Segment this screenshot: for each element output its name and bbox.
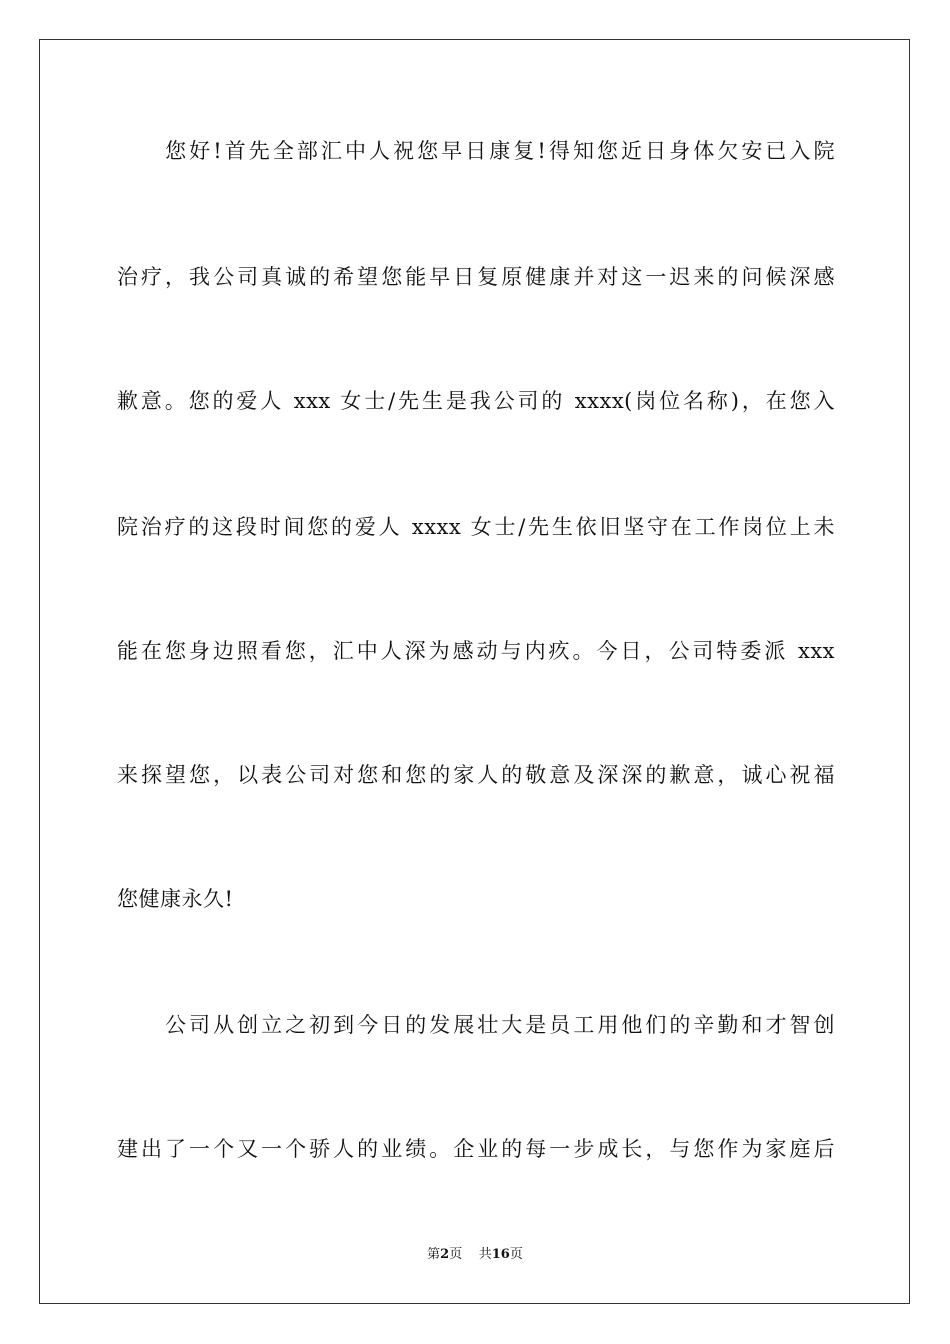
text-line-5: 能在您身边照看您，汇中人深为感动与内疚。今日，公司特委派 xxx [117, 639, 835, 663]
text-line-8: 公司从创立之初到今日的发展壮大是员工用他们的辛勤和才智创 [117, 1013, 835, 1037]
footer-total-suffix: 页 [509, 1247, 523, 1262]
text-line-9: 建出了一个又一个骄人的业绩。企业的每一步成长，与您作为家庭后 [117, 1137, 835, 1161]
text-line-6: 来探望您，以表公司对您和您的家人的敬意及深深的歉意，诚心祝福 [117, 763, 835, 787]
page-frame [39, 39, 910, 1304]
text-line-3: 歉意。您的爱人 xxx 女士/先生是我公司的 xxxx(岗位名称)，在您入 [117, 389, 835, 413]
footer-page-suffix: 页 [449, 1247, 463, 1262]
text-line-1: 您好!首先全部汇中人祝您早日康复!得知您近日身体欠安已入院 [117, 139, 835, 163]
footer-page-number: 2 [440, 1247, 450, 1262]
footer-total-pages: 16 [491, 1247, 510, 1262]
text-line-7: 您健康永久! [117, 887, 234, 911]
page-footer [0, 1245, 950, 1265]
footer-total-prefix: 共 [478, 1247, 492, 1262]
footer-page-prefix: 第 [427, 1247, 441, 1262]
text-line-2: 治疗，我公司真诚的希望您能早日复原健康并对这一迟来的问候深感 [117, 265, 835, 289]
text-line-4: 院治疗的这段时间您的爱人 xxxx 女士/先生依旧坚守在工作岗位上未 [117, 515, 835, 539]
